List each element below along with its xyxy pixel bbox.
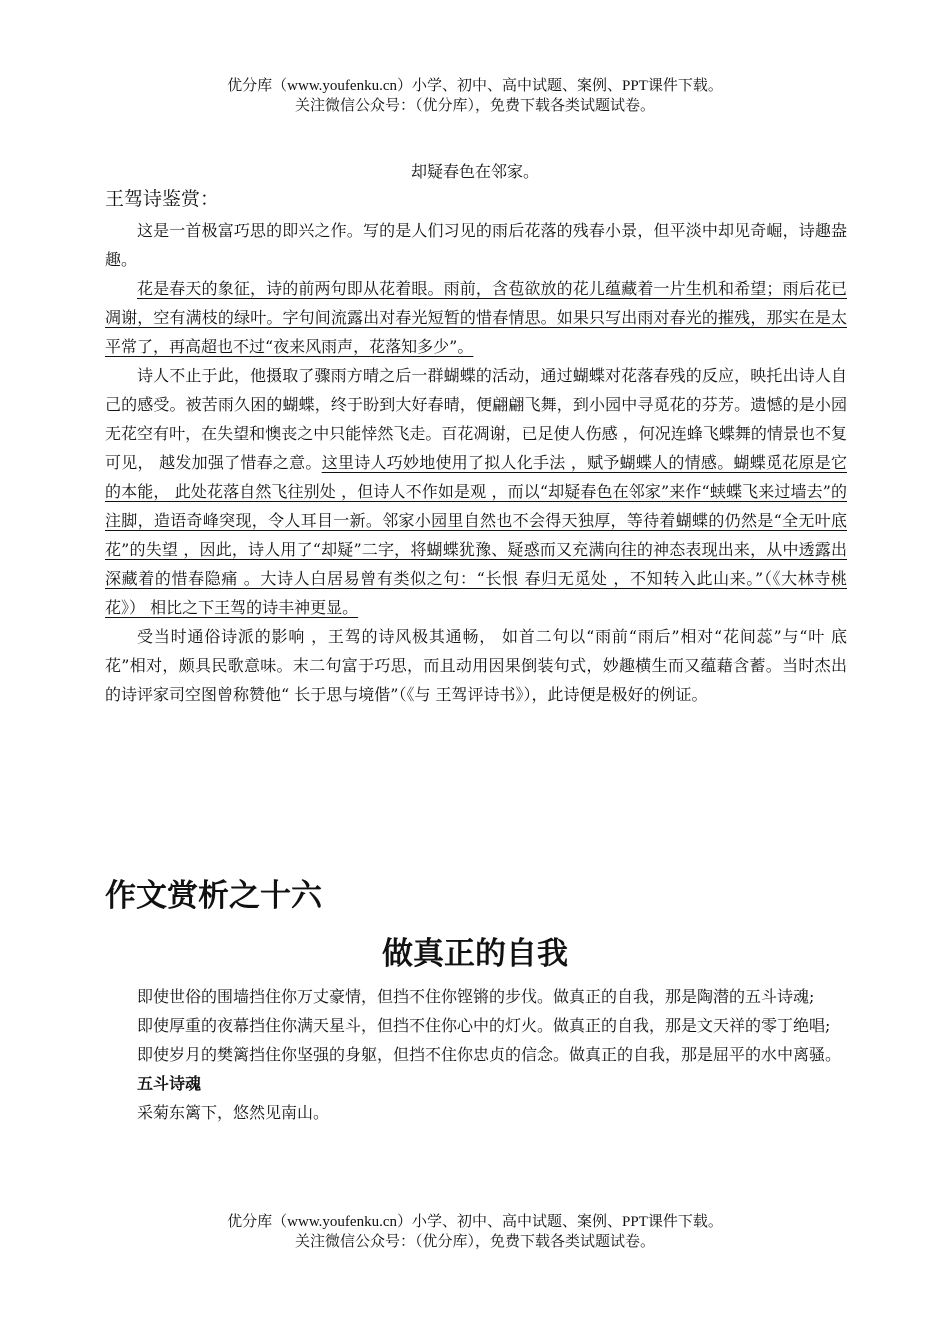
appreciation-paragraph-3-underlined: 这里诗人巧妙地使用了拟人化手法 ，赋予蝴蝶人的情感。蝴蝶觅花原是它的本能， 此处花落自然飞往别处 ，但诗人不作如是观 ，而以“却疑春色在邻家”来作“蛱蝶飞来过墙去”的注脚，造语奇峰突现，令人耳目一新。邻家小园里自然也不会得天独厚，等待着蝴蝶的仍然是“全无叶底花”的失望 ，因此，诗人用了“却疑”二字，将蝴蝶犹豫、疑惑而又充满向往的神态表现出来，从中透露出深藏着的惜春隐痛 。大诗人白居易曾有类似之句：“长恨 春归无觅处 ，不知转入此山来。”（《大林寺桃花》） 相比之下王驾的诗丰神更显。: [105, 453, 847, 617]
appreciation-title: 王驾诗鉴赏：: [105, 188, 220, 210]
appreciation-paragraph-1: 这是一首极富巧思的即兴之作。写的是人们习见的雨后花落的残春小景，但平淡中却见奇崛，诗趣盎趣。: [105, 221, 847, 269]
footer-line-1: 优分库（www.youfenku.cn）小学、初中、高中试题、案例、PPT课件下载。: [227, 1214, 723, 1230]
appreciation-paragraph-2: 花是春天的象征，诗的前两句即从花着眼。雨前，含苞欲放的花儿蕴藏着一片生机和希望；雨后花已凋谢，空有满枝的绿叶。字句间流露出对春光短暂的惜春情思。如果只写出雨对春光的摧残，那实在是太平常了，再高超也不过“夜来风雨声，花落知多少”。: [105, 279, 847, 356]
header-line-1: 优分库（www.youfenku.cn）小学、初中、高中试题、案例、PPT课件下载。: [227, 78, 723, 94]
essay-paragraph-3: 即使岁月的樊篱挡住你坚强的身躯，但挡不住你忠贞的信念。做真正的自我，那是屈平的水中离骚。: [137, 1045, 842, 1064]
appreciation-section: [105, 186, 847, 709]
header-line-2: 关注微信公众号：（优分库），免费下载各类试题试卷。: [294, 98, 655, 114]
essay-paragraph-2: 即使厚重的夜幕挡住你满天星斗，但挡不住你心中的灯火。做真正的自我，那是文天祥的零丁绝唱;: [137, 1016, 831, 1035]
essay-title: 做真正的自我: [382, 936, 568, 972]
essay-body: [105, 982, 847, 1127]
appreciation-paragraph-4: 受当时通俗诗派的影响 ，王驾的诗风极其通畅， 如首二句以“雨前“雨后”相对“花间蕊”与“叶 底花”相对，颇具民歌意味。末二句富于巧思，而且动用因果倒装句式，妙趣横生而又蕴藉含蓄。当时杰出的诗评家司空图曾称赞他“ 长于思与境偕”（《与 王驾评诗书》），此诗便是极好的例证。: [105, 627, 847, 704]
poem-last-line: 却疑春色在邻家。: [410, 162, 539, 181]
footer-line-2: 关注微信公众号：（优分库），免费下载各类试题试卷。: [294, 1234, 655, 1250]
appreciation-paragraph-3: [105, 361, 847, 622]
page-header: [0, 76, 950, 116]
essay-subheading: 五斗诗魂: [137, 1074, 202, 1093]
page-footer: [0, 1212, 950, 1252]
essay-paragraph-4: 采菊东篱下，悠然见南山。: [137, 1103, 330, 1122]
essay-section-title: 作文赏析之十六: [105, 878, 322, 914]
essay-paragraph-1: 即使世俗的围墙挡住你万丈豪情，但挡不住你铿锵的步伐。做真正的自我，那是陶潜的五斗诗魂;: [137, 987, 815, 1006]
appreciation-paragraph-3-plain: 诗人不止于此，他摄取了骤雨方晴之后一群蝴蝶的活动，通过蝴蝶对花落春残的反应，映托出诗人自己的感受。被苦雨久困的蝴蝶，终于盼到大好春晴，便翩翩飞舞，到小园中寻觅花的芬芳。遗憾的是小园无花空有叶，在失望和懊丧之中只能悻然飞走。百花凋谢，已足使人伤感 ，何况连蜂飞蝶舞的情景也不复可见， 越发加强了惜春之意。: [105, 366, 847, 472]
